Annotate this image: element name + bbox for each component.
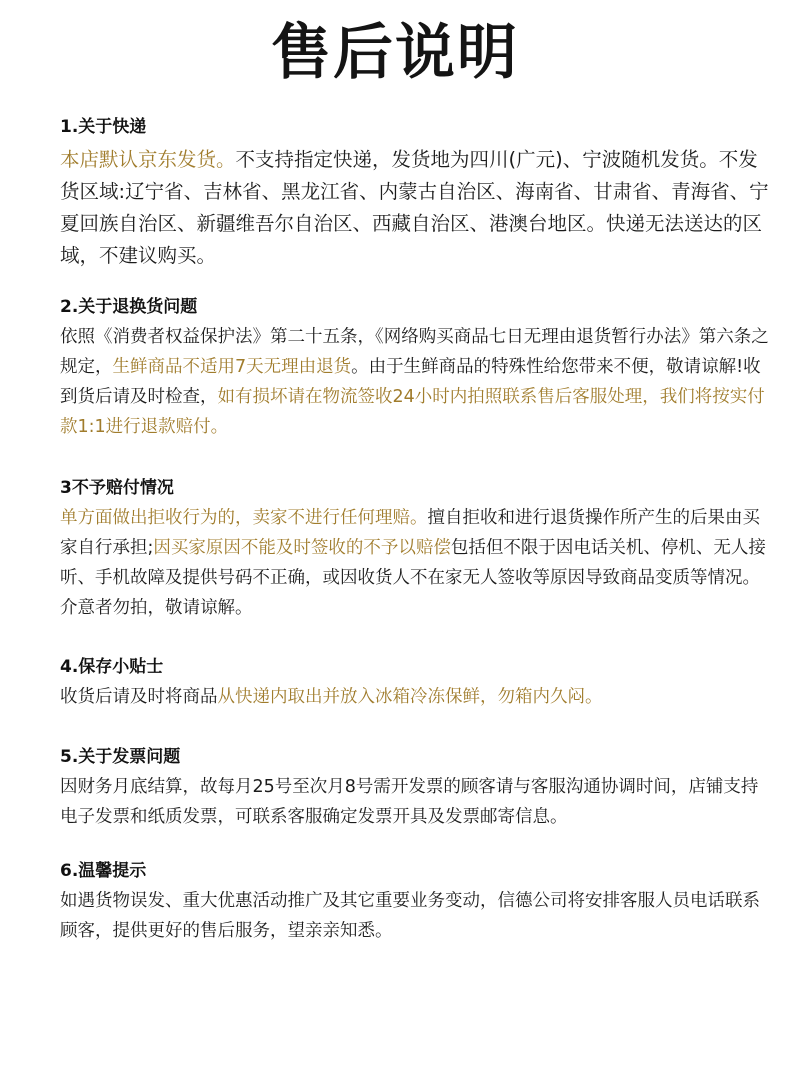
body-text: 依照《消费者权益保护法》第二十五条，《网络购买商品七日无理由退货暂行办法》第六条之规定， — [60, 327, 769, 377]
section-returns — [60, 296, 772, 442]
section-heading: 2.关于退换货问题 — [60, 297, 198, 317]
body-text: 收货后请及时将商品 — [60, 687, 218, 707]
section-heading: 5.关于发票问题 — [60, 747, 181, 767]
section-heading: 1.关于快递 — [60, 117, 147, 137]
highlight-text: 本店默认京东发货。 — [60, 148, 236, 171]
section-body: 因财务月底结算，故每月25号至次月8号需开发票的顾客请与客服沟通协调时间，店铺支持电子发票和纸质发票，可联系客服确定发票开具及发票邮寄信息。 — [60, 777, 759, 827]
body-text: 不支持指定快递，发货地为四川(广元)、宁波随机发货。不发货区域:辽宁省、吉林省、黑龙江省、内蒙古自治区、海南省、甘肃省、青海省、宁夏回族自治区、新疆维吾尔自治区、西藏自治区、港澳台地区。快递无法送达的区域，不建议购买。 — [60, 148, 769, 267]
page-title: 售后说明 — [271, 18, 519, 88]
body-text: 。由于生鲜商品的特殊性给您带来不便，敬请谅解!收到货后请及时检查， — [60, 357, 761, 407]
section-invoice — [60, 746, 772, 832]
section-body — [60, 682, 772, 712]
section-express — [60, 116, 772, 272]
section-heading: 6.温馨提示 — [60, 861, 147, 881]
section-storage-tips — [60, 656, 772, 712]
highlight-text: 如有损坏请在物流签收24小时内拍照联系售后客服处理，我们将按实付款1:1进行退款赔付。 — [60, 387, 765, 437]
body-text: 包括但不限于因电话关机、停机、无人接听、手机故障及提供号码不正确，或因收货人不在家无人签收等原因导致商品变质等情况。介意者勿拍，敬请谅解。 — [60, 538, 766, 618]
highlight-text: 生鲜商品不适用7天无理由退货 — [112, 357, 352, 377]
section-heading: 4.保存小贴士 — [60, 657, 164, 677]
section-body — [60, 144, 772, 272]
section-reminder — [60, 860, 772, 946]
highlight-text: 因买家原因不能及时签收的不予以赔偿 — [153, 538, 451, 558]
section-body: 如遇货物误发、重大优惠活动推广及其它重要业务变动，信德公司将安排客服人员电话联系顾客，提供更好的售后服务，望亲亲知悉。 — [60, 891, 760, 941]
body-text: 擅自拒收和进行退货操作所产生的后果由买家自行承担; — [60, 508, 760, 558]
highlight-text: 单方面做出拒收行为的，卖家不进行任何理赔。 — [60, 508, 428, 528]
section-body — [60, 322, 772, 442]
highlight-text: 从快递内取出并放入冰箱冷冻保鲜，勿箱内久闷。 — [217, 687, 603, 707]
section-heading: 3不予赔付情况 — [60, 478, 174, 498]
section-no-compensation — [60, 477, 772, 623]
section-body — [60, 503, 772, 623]
